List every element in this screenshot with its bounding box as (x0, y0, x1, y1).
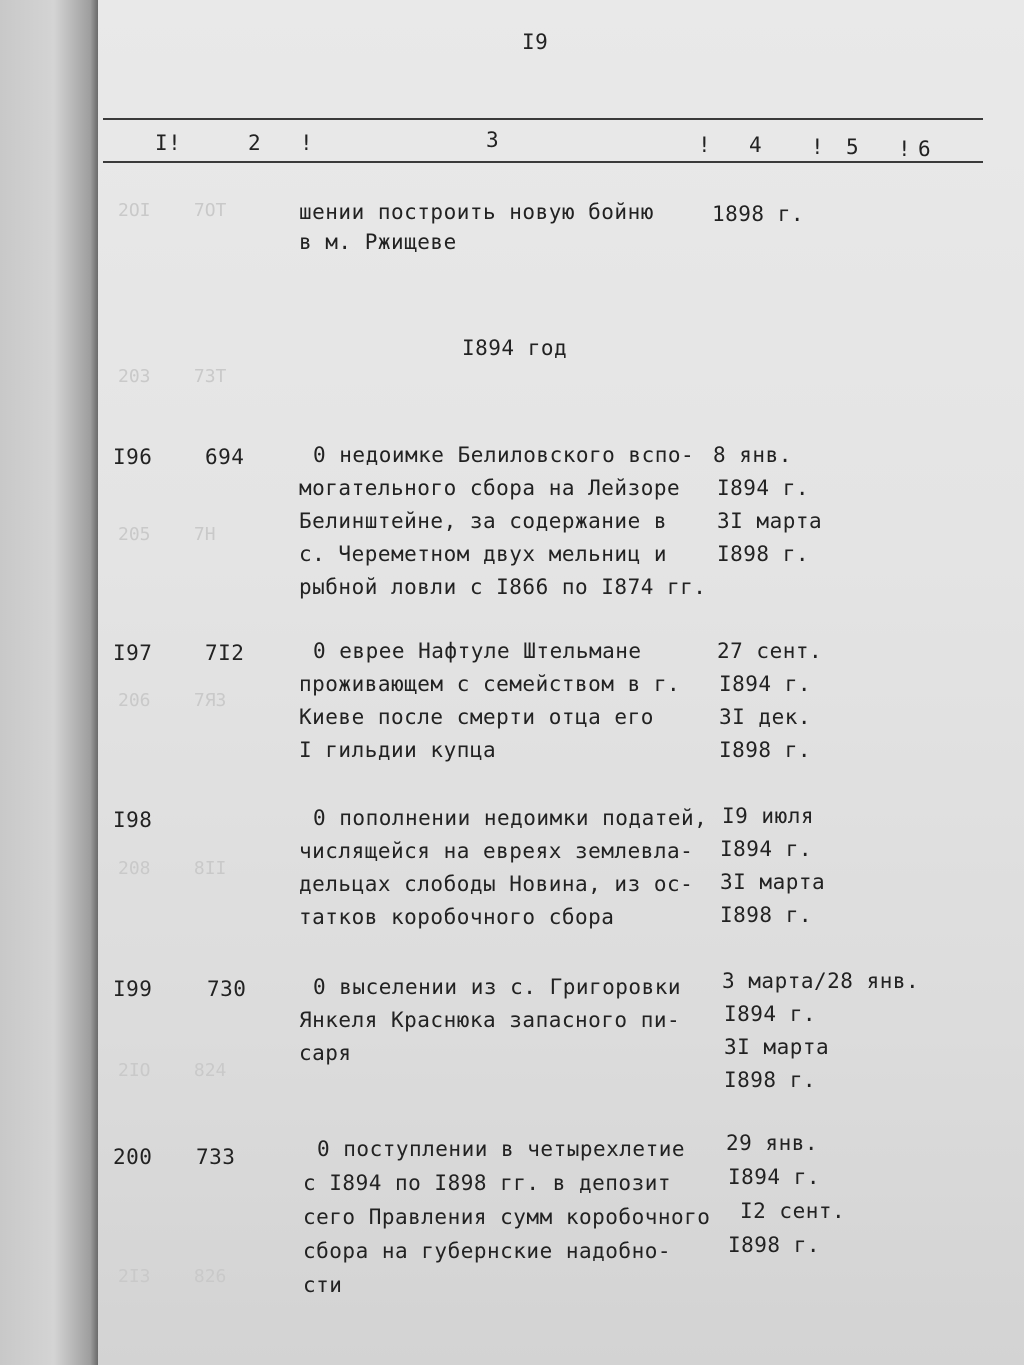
entry-date: 3I марта (720, 870, 826, 894)
entry-date: I894 г. (724, 1002, 817, 1026)
col-header-4: 4 (749, 133, 763, 157)
entry-text-line: сбора на губернские надобно- (303, 1239, 672, 1263)
entry-text-line: Киеве после смерти отца его (299, 705, 654, 729)
entry-date: I894 г. (719, 672, 812, 696)
header-top-rule (103, 118, 983, 120)
col-header-5: 5 (846, 135, 860, 159)
entry-date: 3I дек. (719, 705, 812, 729)
entry-date: 29 янв. (726, 1131, 819, 1155)
file-number: 733 (196, 1145, 236, 1169)
continuation-line: в м. Ржищеве (299, 230, 457, 254)
entry-date: I894 г. (728, 1165, 821, 1189)
entry-text-line: Янкеля Краснюка запасного пи- (299, 1008, 681, 1032)
page-number: I9 (522, 30, 549, 54)
entry-text-line: с I894 по I898 гг. в депозит (303, 1171, 672, 1195)
entry-date: 3I марта (724, 1035, 830, 1059)
col-separator: ! (300, 131, 314, 155)
entry-date: 8 янв. (713, 443, 792, 467)
entry-date: I898 г. (719, 738, 812, 762)
entry-text-line: татков коробочного сбора (299, 905, 615, 929)
col-header-3: 3 (486, 128, 500, 152)
entry-date: I894 г. (720, 837, 813, 861)
entry-text-line: с. Череметном двух мельниц и (299, 542, 668, 566)
binding-gutter (0, 0, 98, 1365)
bleed-through-mark: 206 7ЯЗ (118, 690, 227, 711)
continuation-line: шении построить новую бойню (299, 200, 654, 224)
entry-text-line: Белинштейне, за содержание в (299, 509, 668, 533)
entry-text-line: рыбной ловли с I866 по I874 гг. (299, 575, 707, 599)
entry-text-line: проживающем с семейством в г. (299, 672, 681, 696)
entry-date: I9 июля (722, 804, 815, 828)
entry-date: I898 г. (717, 542, 810, 566)
entry-text-line: 0 еврее Нафтуле Штельмане (313, 639, 642, 663)
bleed-through-mark: 205 7Н (118, 524, 216, 545)
col-header-1: I! (155, 131, 182, 155)
file-number: 7I2 (205, 641, 245, 665)
entry-date: I2 сент. (740, 1199, 846, 1223)
bleed-through-mark: 2OI 7ОТ (118, 200, 227, 221)
year-heading: I894 год (462, 336, 568, 360)
entry-text-line: дельцах слободы Новина, из ос- (299, 872, 694, 896)
entry-text-line: сти (303, 1273, 343, 1297)
file-number: 730 (207, 977, 247, 1001)
entry-number: I96 (113, 445, 153, 469)
entry-text-line: саря (299, 1041, 352, 1065)
entry-date: I898 г. (728, 1233, 821, 1257)
entry-text-line: могательного сбора на Лейзоре (299, 476, 681, 500)
entry-text-line: 0 пополнении недоимки податей, (313, 806, 708, 830)
bleed-through-mark: 203 7ЗТ (118, 366, 227, 387)
col-separator: ! (898, 137, 912, 161)
header-bottom-rule (103, 161, 983, 163)
entry-date: I898 г. (724, 1068, 817, 1092)
entry-text-line: 0 недоимке Белиловского вспо- (313, 443, 695, 467)
entry-text-line: сего Правления сумм коробочного (303, 1205, 711, 1229)
entry-date: 3I марта (717, 509, 823, 533)
bleed-through-mark: 208 8ІІ (118, 858, 227, 879)
file-number: 694 (205, 445, 245, 469)
col-header-2: 2 (248, 131, 262, 155)
continuation-date: 1898 г. (712, 202, 805, 226)
bleed-through-mark: 2I3 826 (118, 1266, 227, 1287)
entry-date: 27 сент. (717, 639, 823, 663)
entry-text-line: 0 выселении из с. Григоровки (313, 975, 682, 999)
entry-text-line: числящейся на евреях землевла- (299, 839, 694, 863)
col-separator: ! (811, 135, 825, 159)
bleed-through-mark: 2IO 824 (118, 1060, 227, 1081)
col-header-6: 6 (918, 137, 932, 161)
entry-number: I97 (113, 641, 153, 665)
entry-date: I894 г. (717, 476, 810, 500)
entry-number: I99 (113, 977, 153, 1001)
entry-date: I898 г. (720, 903, 813, 927)
entry-text-line: I гильдии купца (299, 738, 497, 762)
entry-number: I98 (113, 808, 153, 832)
entry-number: 200 (113, 1145, 153, 1169)
entry-text-line: 0 поступлении в четырехлетие (317, 1137, 686, 1161)
col-separator: ! (698, 133, 712, 157)
entry-date: 3 марта/28 янв. (722, 969, 920, 993)
